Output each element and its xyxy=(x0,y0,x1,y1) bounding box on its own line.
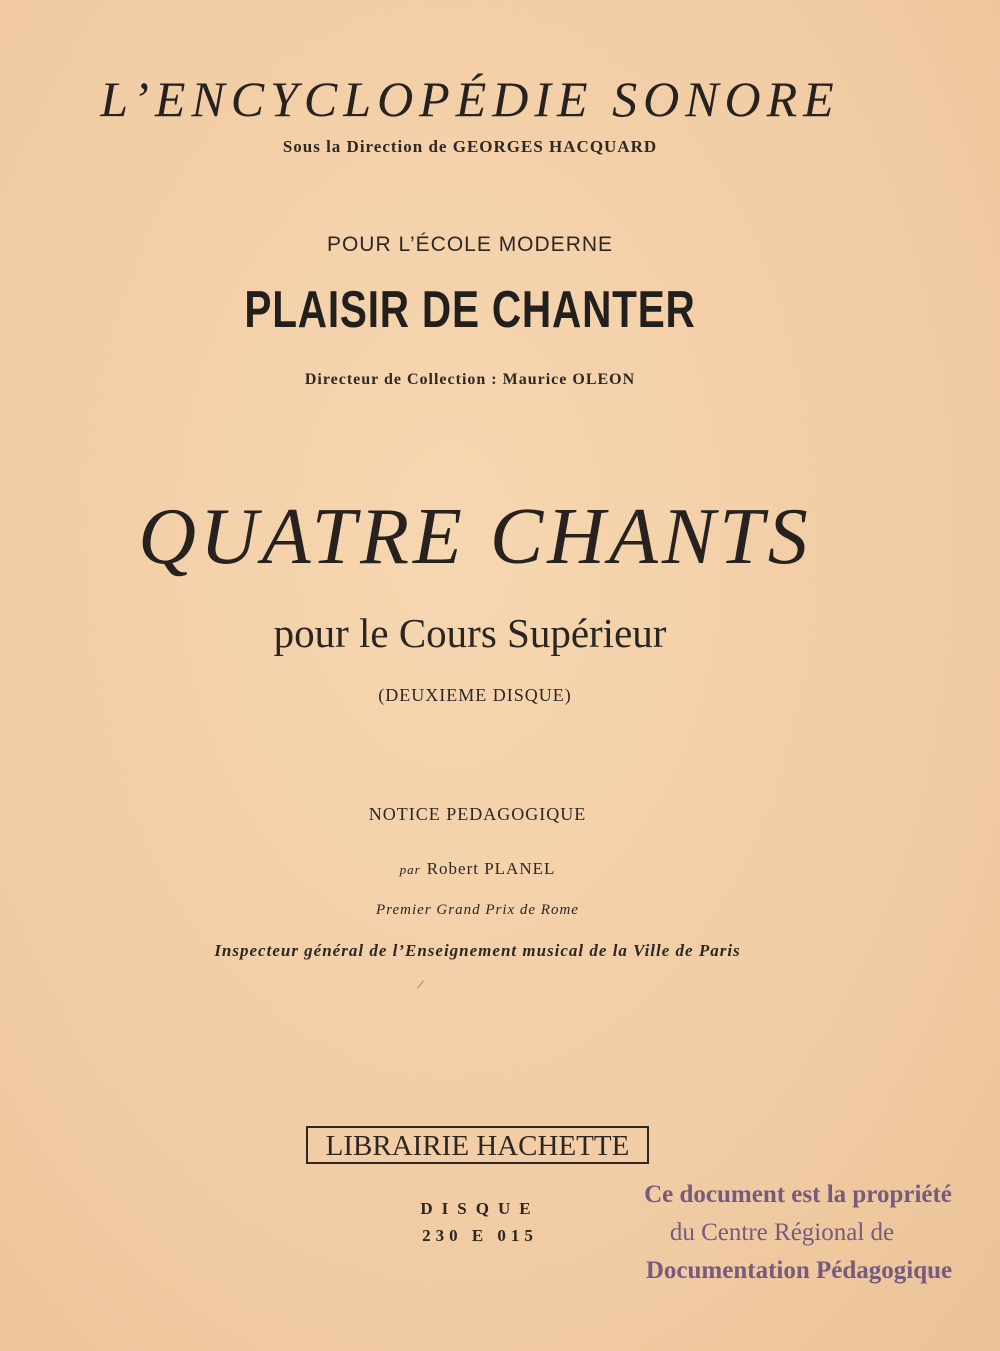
author-line xyxy=(0,859,955,879)
work-title: QUATRE CHANTS xyxy=(138,493,812,581)
author-name: Robert PLANEL xyxy=(426,859,556,878)
collection-director: Directeur de Collection : Maurice OLEON xyxy=(304,371,636,388)
pencil-mark: / xyxy=(415,977,425,994)
collection-title: PLAISIR DE CHANTER xyxy=(244,281,696,339)
ownership-stamp xyxy=(600,1176,1000,1290)
stamp-line-1: Ce document est la propriété xyxy=(644,1181,952,1208)
notice-label: NOTICE PEDAGOGIQUE xyxy=(368,804,587,824)
series-director: Sous la Direction de GEORGES HACQUARD xyxy=(282,137,658,156)
school-heading: POUR L’ÉCOLE MODERNE xyxy=(326,233,614,256)
stamp-line-3: Documentation Pédagogique xyxy=(645,1257,953,1284)
publisher-box: LIBRAIRIE HACHETTE xyxy=(306,1126,649,1164)
series-title: L’ENCYCLOPÉDIE SONORE xyxy=(100,71,840,127)
author-prize: Premier Grand Prix de Rome xyxy=(376,902,579,918)
author-by: par xyxy=(399,862,421,877)
disc-code: 230 E 015 xyxy=(422,1226,538,1245)
stamp-line-2: du Centre Régional de xyxy=(669,1219,895,1246)
disc-number: (DEUXIEME DISQUE) xyxy=(378,685,572,705)
work-subtitle: pour le Cours Supérieur xyxy=(273,610,667,656)
author-role: Inspecteur général de l’Enseignement musical de la Ville de Paris xyxy=(214,941,741,960)
disc-label: DISQUE xyxy=(420,1199,540,1218)
